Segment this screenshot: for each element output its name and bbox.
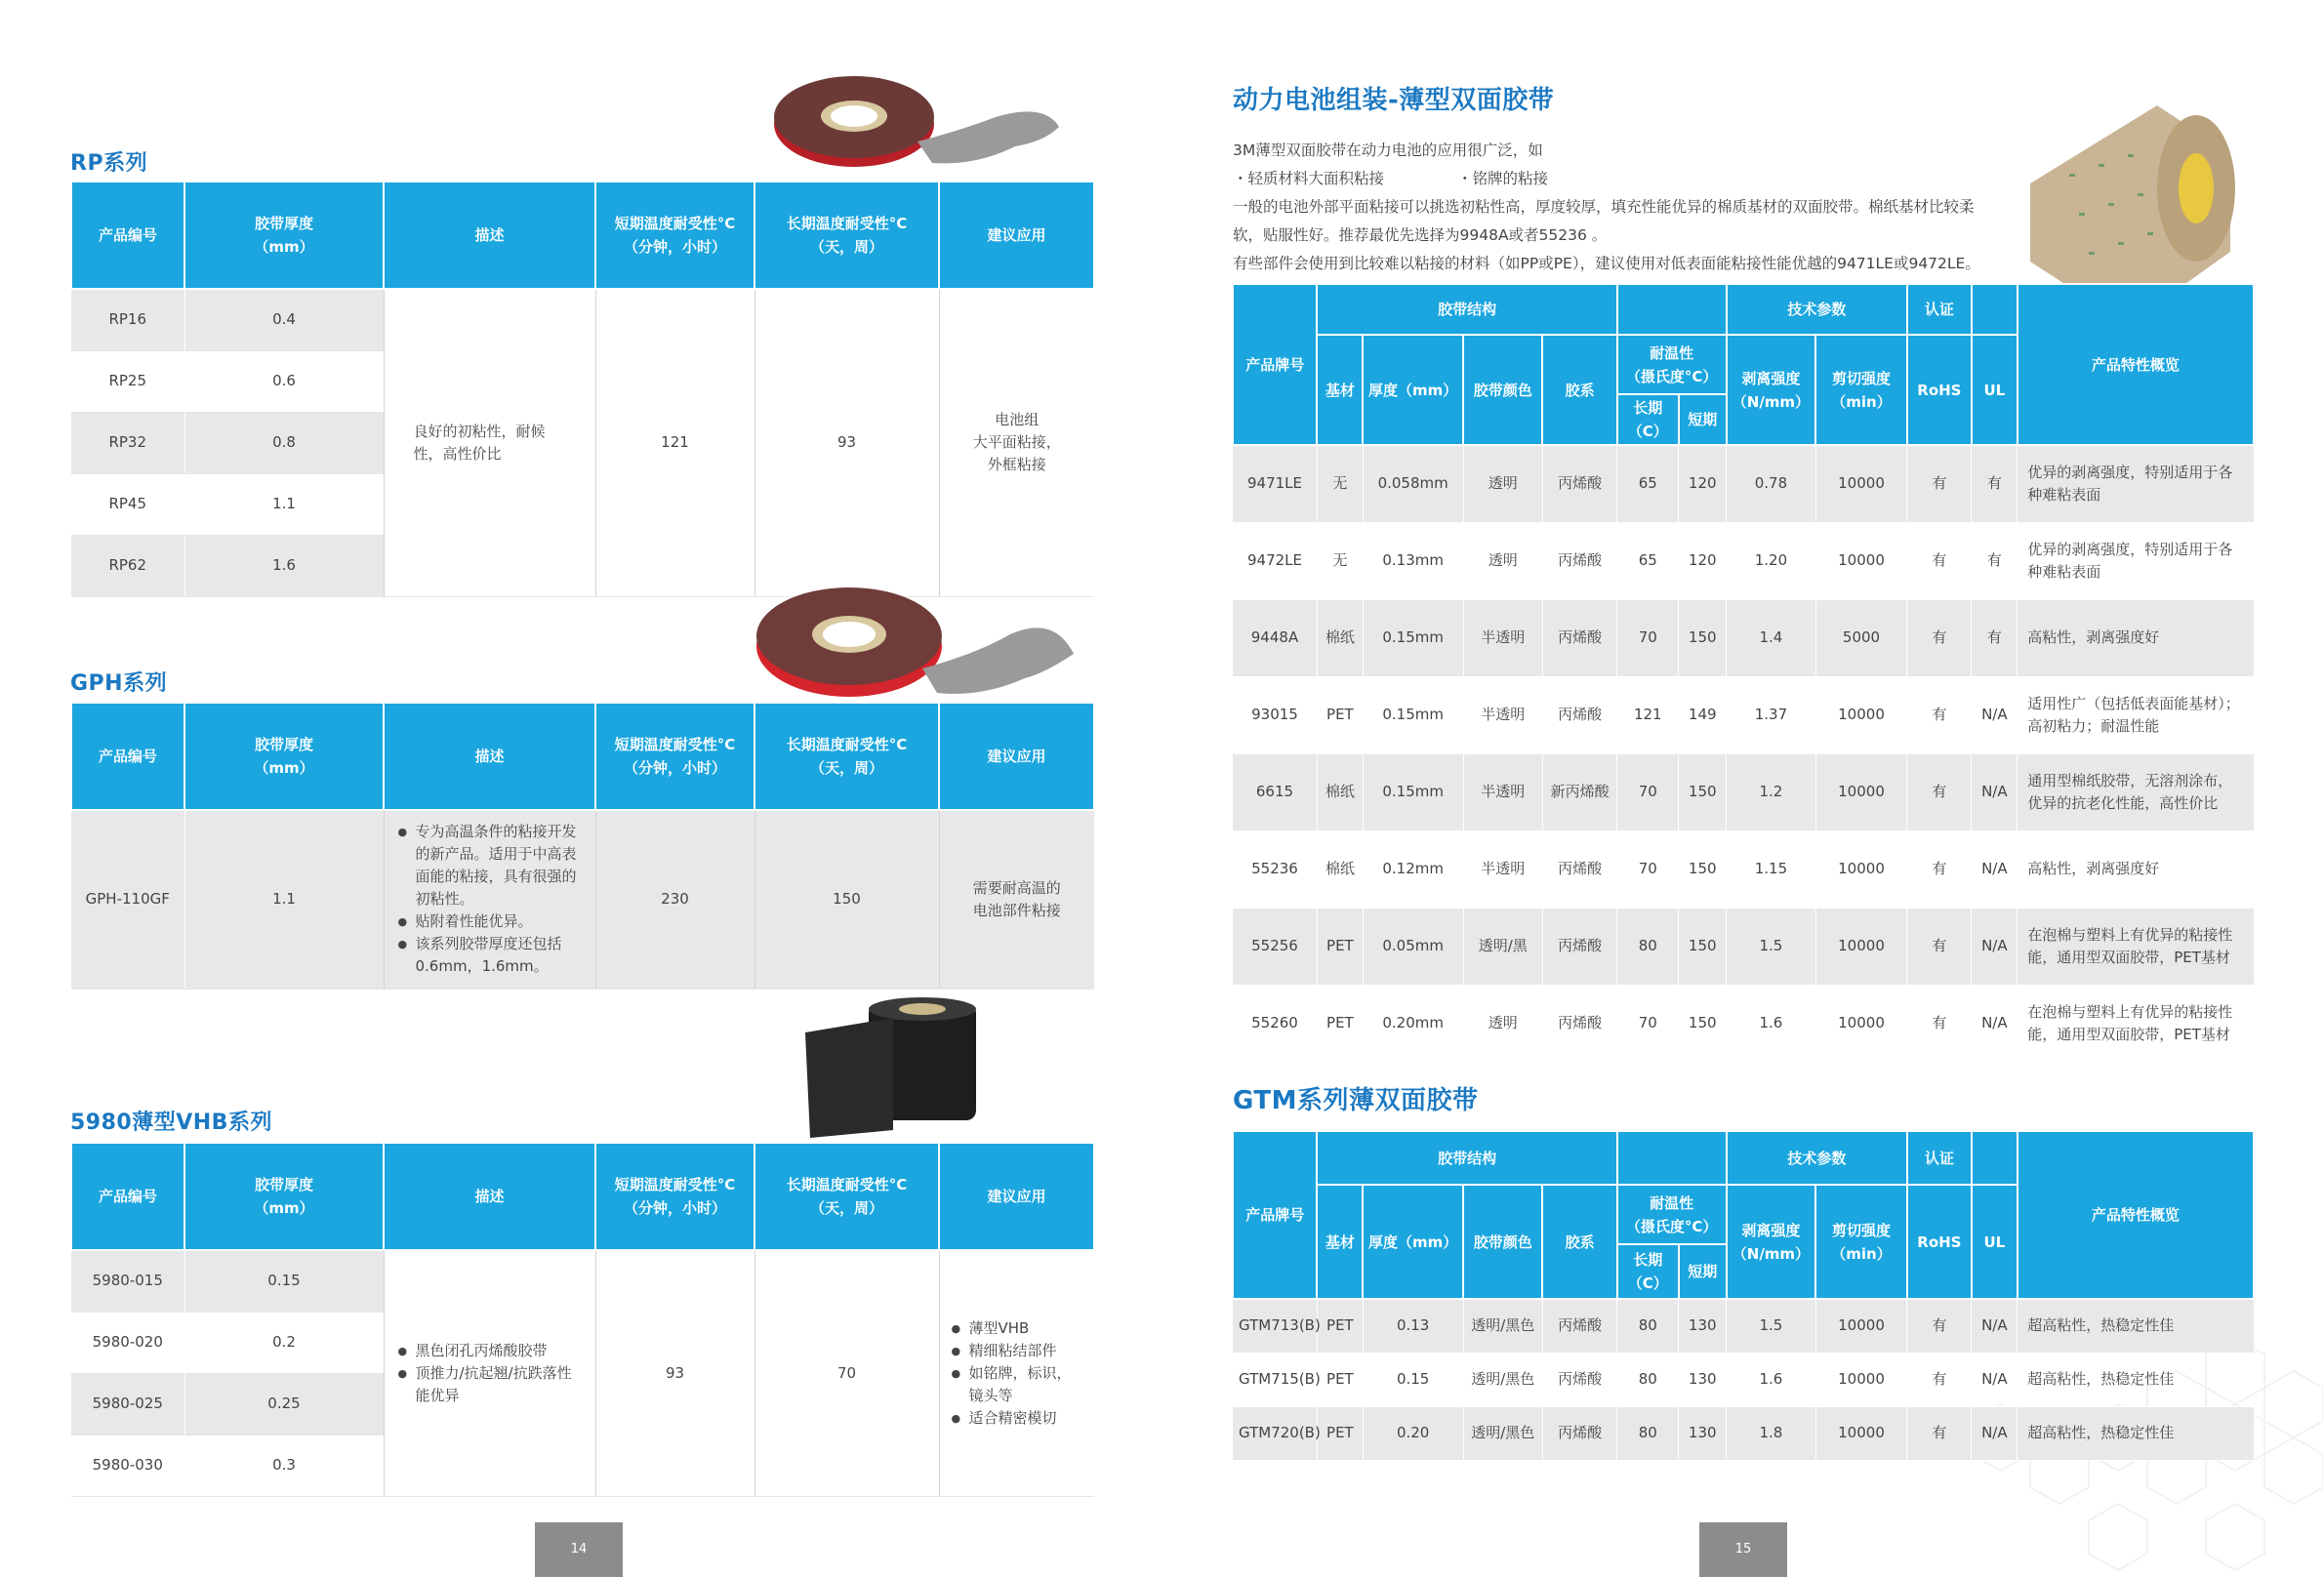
bullet-item: ● 顶推力/抗起翘/抗跌落性能优异 [398, 1362, 582, 1407]
gph-header-code: 产品编号 [71, 703, 184, 810]
table-cell-short-temp: 150 [1679, 830, 1727, 908]
table-row [1233, 1353, 2254, 1406]
table-cell-code: 55236 [1233, 830, 1317, 908]
table-cell-adhesive: 丙烯酸 [1542, 599, 1616, 676]
table-cell-code: RP16 [71, 289, 184, 350]
header-short-term: 短期 [1679, 394, 1727, 445]
header-long-term: 长期（C） [1617, 1244, 1679, 1299]
table-cell-rohs: 有 [1907, 1353, 1972, 1406]
table-cell-short-temp: 149 [1679, 676, 1727, 753]
table-cell-peel: 1.8 [1727, 1406, 1816, 1460]
table-cell-thickness: 0.058mm [1363, 445, 1463, 522]
table-cell-overview: 在泡棉与塑料上有优异的粘接性能，通用型双面胶带，PET基材 [2018, 985, 2254, 1062]
table-cell-shear: 10000 [1815, 985, 1907, 1062]
table-cell-color: 透明/黑色 [1463, 1406, 1542, 1460]
table-cell-code: 5980-030 [71, 1435, 184, 1496]
table-cell-shear: 10000 [1815, 1299, 1907, 1353]
gph-table [70, 702, 1095, 990]
rp-long-temp: 93 [754, 289, 939, 596]
table-cell-peel: 1.6 [1727, 1353, 1816, 1406]
table-cell-thickness: 1.1 [184, 473, 384, 535]
table-cell-adhesive: 丙烯酸 [1542, 522, 1616, 599]
table-cell-shear: 10000 [1815, 676, 1907, 753]
table-cell-overview: 超高粘性，热稳定性佳 [2018, 1353, 2254, 1406]
bullet-item: ● 黑色闭孔丙烯酸胶带 [398, 1340, 582, 1362]
header-overview: 产品特性概览 [2018, 1131, 2254, 1299]
table-cell-code: 9471LE [1233, 445, 1317, 522]
table-cell-code: 55256 [1233, 908, 1317, 985]
intro-bullets [1233, 165, 2014, 193]
rp-short-temp: 121 [595, 289, 754, 596]
table-cell-long-temp: 80 [1617, 908, 1679, 985]
table-cell-short-temp: 130 [1679, 1353, 1727, 1406]
table-cell-shear: 10000 [1815, 908, 1907, 985]
table-cell-thickness: 0.15mm [1363, 753, 1463, 830]
table-cell-ul: N/A [1972, 1353, 2018, 1406]
vhb-header-long-temp: 长期温度耐受性°C （天，周） [754, 1143, 939, 1250]
header-blank [1617, 1131, 1727, 1185]
table-cell-thickness: 0.6 [184, 350, 384, 412]
table-cell-rohs: 有 [1907, 599, 1972, 676]
table-row [1233, 985, 2254, 1062]
table-cell-base: PET [1317, 1299, 1363, 1353]
table-cell-adhesive: 丙烯酸 [1542, 445, 1616, 522]
bullet-item: ● 薄型VHB [952, 1317, 1083, 1340]
table-cell-shear: 10000 [1815, 522, 1907, 599]
header-overview: 产品特性概览 [2018, 284, 2254, 445]
rp-header-application: 建议应用 [939, 182, 1094, 289]
bullet-item: ● 贴附着性能优异。 [398, 910, 582, 933]
table-cell-rohs: 有 [1907, 1406, 1972, 1460]
table-cell-rohs: 有 [1907, 830, 1972, 908]
table-cell-code: RP45 [71, 473, 184, 535]
table-cell-shear: 10000 [1815, 1406, 1907, 1460]
table-cell-short-temp: 150 [1679, 908, 1727, 985]
table-cell-color: 透明/黑色 [1463, 1353, 1542, 1406]
table-cell-overview: 在泡棉与塑料上有优异的粘接性能，通用型双面胶带，PET基材 [2018, 908, 2254, 985]
header-product-code: 产品牌号 [1233, 1131, 1317, 1299]
table-cell-base: 无 [1317, 522, 1363, 599]
battery-section-title: 动力电池组装-薄型双面胶带 [1233, 86, 1555, 115]
table-cell-adhesive: 新丙烯酸 [1542, 753, 1616, 830]
rp-table [70, 181, 1095, 597]
bullet-item: ● 适合精密模切 [952, 1407, 1083, 1430]
rp-description: 良好的初粘性，耐候性，高性价比 [384, 289, 595, 596]
table-cell-ul: N/A [1972, 1299, 2018, 1353]
gph-header-application: 建议应用 [939, 703, 1094, 810]
header-base: 基材 [1317, 1185, 1363, 1299]
vhb-long-temp: 70 [754, 1250, 939, 1496]
table-cell-code: GTM715(B) [1233, 1353, 1317, 1406]
vhb-short-temp: 93 [595, 1250, 754, 1496]
table-cell-rohs: 有 [1907, 753, 1972, 830]
table-cell-peel: 1.15 [1727, 830, 1816, 908]
table-cell-peel: 1.5 [1727, 908, 1816, 985]
table-cell-code: GTM713(B) [1233, 1299, 1317, 1353]
table-cell-rohs: 有 [1907, 908, 1972, 985]
table-cell-adhesive: 丙烯酸 [1542, 676, 1616, 753]
table-cell-overview: 高粘性，剥离强度好 [2018, 599, 2254, 676]
header-product-code: 产品牌号 [1233, 284, 1317, 445]
table-cell-thickness: 0.20mm [1363, 985, 1463, 1062]
intro-line: 3M薄型双面胶带在动力电池的应用很广泛，如 [1233, 142, 1543, 159]
table-cell-base: PET [1317, 676, 1363, 753]
table-cell-ul: 有 [1972, 599, 2018, 676]
header-color: 胶带颜色 [1463, 335, 1542, 445]
header-certification: 认证 [1907, 284, 1972, 335]
table-cell-shear: 10000 [1815, 830, 1907, 908]
table-row [1233, 830, 2254, 908]
table-cell-short-temp: 130 [1679, 1299, 1727, 1353]
table-cell-long-temp: 70 [1617, 985, 1679, 1062]
battery-intro [1233, 137, 2014, 278]
table-cell-overview: 超高粘性，热稳定性佳 [2018, 1299, 2254, 1353]
table-cell-short-temp: 150 [1679, 985, 1727, 1062]
table-cell-adhesive: 丙烯酸 [1542, 1353, 1616, 1406]
header-adhesive: 胶系 [1542, 1185, 1616, 1299]
table-cell-thickness: 0.13mm [1363, 522, 1463, 599]
table-row [1233, 908, 2254, 985]
table-cell-long-temp: 65 [1617, 445, 1679, 522]
table-cell-rohs: 有 [1907, 676, 1972, 753]
header-shear: 剪切强度 （min） [1815, 335, 1907, 445]
gtm-section-title: GTM系列薄双面胶带 [1233, 1086, 1479, 1115]
header-temperature: 耐温性 （摄氏度°C） [1617, 335, 1727, 394]
table-cell-code: 5980-025 [71, 1373, 184, 1435]
table-cell-code: 9472LE [1233, 522, 1317, 599]
table-cell-thickness: 0.8 [184, 412, 384, 473]
table-cell-overview: 优异的剥离强度，特别适用于各种难粘表面 [2018, 445, 2254, 522]
table-cell-thickness: 0.13 [1363, 1299, 1463, 1353]
header-short-term: 短期 [1679, 1244, 1727, 1299]
table-cell-color: 透明/黑 [1463, 908, 1542, 985]
header-peel: 剥离强度 （N/mm） [1727, 1185, 1816, 1299]
table-cell-thickness: 0.20 [1363, 1406, 1463, 1460]
table-cell-short-temp: 130 [1679, 1406, 1727, 1460]
table-cell-color: 透明/黑色 [1463, 1299, 1542, 1353]
vhb-header-description: 描述 [384, 1143, 595, 1250]
table-cell-code: RP62 [71, 535, 184, 596]
table-cell-thickness: 0.3 [184, 1435, 384, 1496]
header-long-term: 长期（C） [1617, 394, 1679, 445]
table-cell-long-temp: 70 [1617, 753, 1679, 830]
table-cell-peel: 0.78 [1727, 445, 1816, 522]
table-cell-thickness: 0.15mm [1363, 599, 1463, 676]
header-rohs: RoHS [1907, 335, 1972, 445]
gph-header-short-temp: 短期温度耐受性°C （分钟，小时） [595, 703, 754, 810]
vhb-header-short-temp: 短期温度耐受性°C （分钟，小时） [595, 1143, 754, 1250]
table-cell-base: PET [1317, 985, 1363, 1062]
table-cell-color: 半透明 [1463, 676, 1542, 753]
battery-rows [1233, 445, 2254, 1062]
vhb-header-code: 产品编号 [71, 1143, 184, 1250]
header-blank [1972, 284, 2018, 335]
table-cell-overview: 高粘性，剥离强度好 [2018, 830, 2254, 908]
header-thickness: 厚度（mm） [1363, 335, 1463, 445]
vhb-description [384, 1250, 595, 1496]
table-row [1233, 676, 2254, 753]
gph-section-title: GPH系列 [70, 671, 168, 696]
rp-header-description: 描述 [384, 182, 595, 289]
gph-header-long-temp: 长期温度耐受性°C （天，周） [754, 703, 939, 810]
table-cell-long-temp: 65 [1617, 522, 1679, 599]
header-shear: 剪切强度 （min） [1815, 1185, 1907, 1299]
header-thickness: 厚度（mm） [1363, 1185, 1463, 1299]
table-cell-peel: 1.5 [1727, 1299, 1816, 1353]
page-15 [1162, 0, 2323, 1577]
table-cell-long-temp: 70 [1617, 830, 1679, 908]
table-cell-thickness: 0.4 [184, 289, 384, 350]
table-cell-shear: 5000 [1815, 599, 1907, 676]
table-cell-long-temp: 80 [1617, 1299, 1679, 1353]
header-adhesive: 胶系 [1542, 335, 1616, 445]
table-cell-peel: 1.37 [1727, 676, 1816, 753]
vhb-tape-roll-image [800, 993, 986, 1140]
header-certification: 认证 [1907, 1131, 1972, 1185]
header-tape-structure: 胶带结构 [1317, 1131, 1616, 1185]
table-cell-peel: 1.2 [1727, 753, 1816, 830]
rp-section-title: RP系列 [70, 151, 148, 176]
table-cell-ul: 有 [1972, 445, 2018, 522]
table-cell-ul: N/A [1972, 753, 2018, 830]
intro-bullet: ・轻质材料大面积粘接 [1233, 170, 1385, 187]
header-tape-structure: 胶带结构 [1317, 284, 1616, 335]
table-cell-thickness: 0.15 [184, 1250, 384, 1312]
table-cell-short-temp: 150 [1679, 753, 1727, 830]
table-cell-code: 5980-020 [71, 1312, 184, 1373]
table-cell-color: 透明 [1463, 522, 1542, 599]
table-cell-short-temp: 120 [1679, 445, 1727, 522]
table-cell-short-temp: 120 [1679, 522, 1727, 599]
table-cell-long-temp: 70 [1617, 599, 1679, 676]
gph-description [384, 810, 595, 989]
rp-header-short-temp: 短期温度耐受性°C （分钟，小时） [595, 182, 754, 289]
vhb-header-thickness: 胶带厚度 （mm） [184, 1143, 384, 1250]
table-cell-adhesive: 丙烯酸 [1542, 1406, 1616, 1460]
table-cell-code: GTM720(B) [1233, 1406, 1317, 1460]
intro-line: 一般的电池外部平面粘接可以挑选初粘性高，厚度较厚，填充性能优异的棉质基材的双面胶带。棉纸基材比较柔 [1233, 198, 1975, 216]
table-cell-rohs: 有 [1907, 445, 1972, 522]
table-cell-thickness: 0.12mm [1363, 830, 1463, 908]
table-cell-shear: 10000 [1815, 1353, 1907, 1406]
table-cell-base: 棉纸 [1317, 830, 1363, 908]
rp-header-code: 产品编号 [71, 182, 184, 289]
table-cell-code: 93015 [1233, 676, 1317, 753]
table-cell-thickness: 0.15mm [1363, 676, 1463, 753]
page-number: 15 [1699, 1522, 1787, 1577]
table-cell-ul: N/A [1972, 985, 2018, 1062]
gph-header-thickness: 胶带厚度 （mm） [184, 703, 384, 810]
bullet-item: ● 该系列胶带厚度还包括0.6mm，1.6mm。 [398, 933, 582, 978]
gph-application: 需要耐高温的 电池部件粘接 [939, 810, 1094, 989]
table-cell-code: RP32 [71, 412, 184, 473]
table-cell-base: PET [1317, 908, 1363, 985]
table-cell-color: 半透明 [1463, 753, 1542, 830]
vhb-header-application: 建议应用 [939, 1143, 1094, 1250]
table-cell-color: 半透明 [1463, 599, 1542, 676]
table-cell-code: 55260 [1233, 985, 1317, 1062]
table-cell-thickness: 0.2 [184, 1312, 384, 1373]
table-cell-rohs: 有 [1907, 1299, 1972, 1353]
table-cell-shear: 10000 [1815, 445, 1907, 522]
rp-application: 电池组 大平面粘接， 外框粘接 [939, 289, 1094, 596]
table-cell-ul: N/A [1972, 1406, 2018, 1460]
rp-tape-roll-image [761, 73, 1064, 176]
header-color: 胶带颜色 [1463, 1185, 1542, 1299]
rp-header-long-temp: 长期温度耐受性°C （天，周） [754, 182, 939, 289]
header-tech-params: 技术参数 [1727, 284, 1907, 335]
table-cell-peel: 1.20 [1727, 522, 1816, 599]
table-cell-thickness: 1.6 [184, 535, 384, 596]
header-ul: UL [1972, 1185, 2018, 1299]
gph-short-temp: 230 [595, 810, 754, 989]
gph-thickness: 1.1 [184, 810, 384, 989]
table-cell-code: RP25 [71, 350, 184, 412]
table-cell-long-temp: 80 [1617, 1353, 1679, 1406]
vhb-section-title: 5980薄型VHB系列 [70, 1111, 272, 1135]
gtm-tape-table [1232, 1130, 2255, 1461]
table-cell-long-temp: 80 [1617, 1406, 1679, 1460]
header-blank [1972, 1131, 2018, 1185]
table-cell-rohs: 有 [1907, 985, 1972, 1062]
header-base: 基材 [1317, 335, 1363, 445]
vhb-application [939, 1250, 1094, 1496]
bullet-item: ● 如铭牌，标识，镜头等 [952, 1362, 1083, 1407]
table-cell-color: 透明 [1463, 985, 1542, 1062]
bullet-item: ● 专为高温条件的粘接开发的新产品。适用于中高表面能的粘接，具有很强的初粘性。 [398, 821, 582, 910]
battery-tape-table [1232, 283, 2255, 1063]
table-cell-base: PET [1317, 1406, 1363, 1460]
table-cell-color: 半透明 [1463, 830, 1542, 908]
table-cell-overview: 适用性广（包括低表面能基材）；高初粘力；耐温性能 [2018, 676, 2254, 753]
gph-long-temp: 150 [754, 810, 939, 989]
table-cell-peel: 1.4 [1727, 599, 1816, 676]
table-row [1233, 1299, 2254, 1353]
header-blank [1617, 284, 1727, 335]
table-cell-base: 无 [1317, 445, 1363, 522]
table-cell-overview: 超高粘性，热稳定性佳 [2018, 1406, 2254, 1460]
table-cell-ul: 有 [1972, 522, 2018, 599]
table-cell-code: 6615 [1233, 753, 1317, 830]
table-cell-adhesive: 丙烯酸 [1542, 830, 1616, 908]
table-cell-thickness: 0.05mm [1363, 908, 1463, 985]
table-cell-adhesive: 丙烯酸 [1542, 1299, 1616, 1353]
intro-line: 软，贴服性好。推荐最优先选择为9948A或者55236 。 [1233, 226, 1608, 244]
table-cell-thickness: 0.15 [1363, 1353, 1463, 1406]
gtm-rows [1233, 1299, 2254, 1460]
gph-code: GPH-110GF [71, 810, 184, 989]
table-cell-code: 5980-015 [71, 1250, 184, 1312]
table-cell-adhesive: 丙烯酸 [1542, 985, 1616, 1062]
table-row [1233, 753, 2254, 830]
table-row [1233, 522, 2254, 599]
header-ul: UL [1972, 335, 2018, 445]
rp-header-thickness: 胶带厚度 （mm） [184, 182, 384, 289]
vhb-table [70, 1142, 1095, 1497]
table-cell-color: 透明 [1463, 445, 1542, 522]
table-row [1233, 1406, 2254, 1460]
header-temperature: 耐温性 （摄氏度°C） [1617, 1185, 1727, 1244]
page-number: 14 [535, 1522, 623, 1577]
table-cell-base: PET [1317, 1353, 1363, 1406]
header-rohs: RoHS [1907, 1185, 1972, 1299]
table-cell-code: 9448A [1233, 599, 1317, 676]
table-cell-overview: 通用型棉纸胶带，无溶剂涂布，优异的抗老化性能，高性价比 [2018, 753, 2254, 830]
gph-tape-roll-image [742, 586, 1079, 703]
table-row [1233, 599, 2254, 676]
table-cell-ul: N/A [1972, 676, 2018, 753]
table-cell-base: 棉纸 [1317, 599, 1363, 676]
header-peel: 剥离强度 （N/mm） [1727, 335, 1816, 445]
table-cell-shear: 10000 [1815, 753, 1907, 830]
gph-header-description: 描述 [384, 703, 595, 810]
table-row [1233, 445, 2254, 522]
intro-line: 有些部件会使用到比较难以粘接的材料（如PP或PE），建议使用对低表面能粘接性能优越的9471LE或9472LE。 [1233, 255, 1980, 272]
table-cell-peel: 1.6 [1727, 985, 1816, 1062]
intro-bullet: ・铭牌的粘接 [1457, 170, 1549, 187]
table-cell-adhesive: 丙烯酸 [1542, 908, 1616, 985]
bullet-item: ● 精细粘结部件 [952, 1340, 1083, 1362]
table-cell-long-temp: 121 [1617, 676, 1679, 753]
table-cell-rohs: 有 [1907, 522, 1972, 599]
table-cell-base: 棉纸 [1317, 753, 1363, 830]
header-tech-params: 技术参数 [1727, 1131, 1907, 1185]
table-cell-ul: N/A [1972, 830, 2018, 908]
table-cell-thickness: 0.25 [184, 1373, 384, 1435]
table-cell-overview: 优异的剥离强度，特别适用于各种难粘表面 [2018, 522, 2254, 599]
table-cell-short-temp: 150 [1679, 599, 1727, 676]
table-cell-ul: N/A [1972, 908, 2018, 985]
